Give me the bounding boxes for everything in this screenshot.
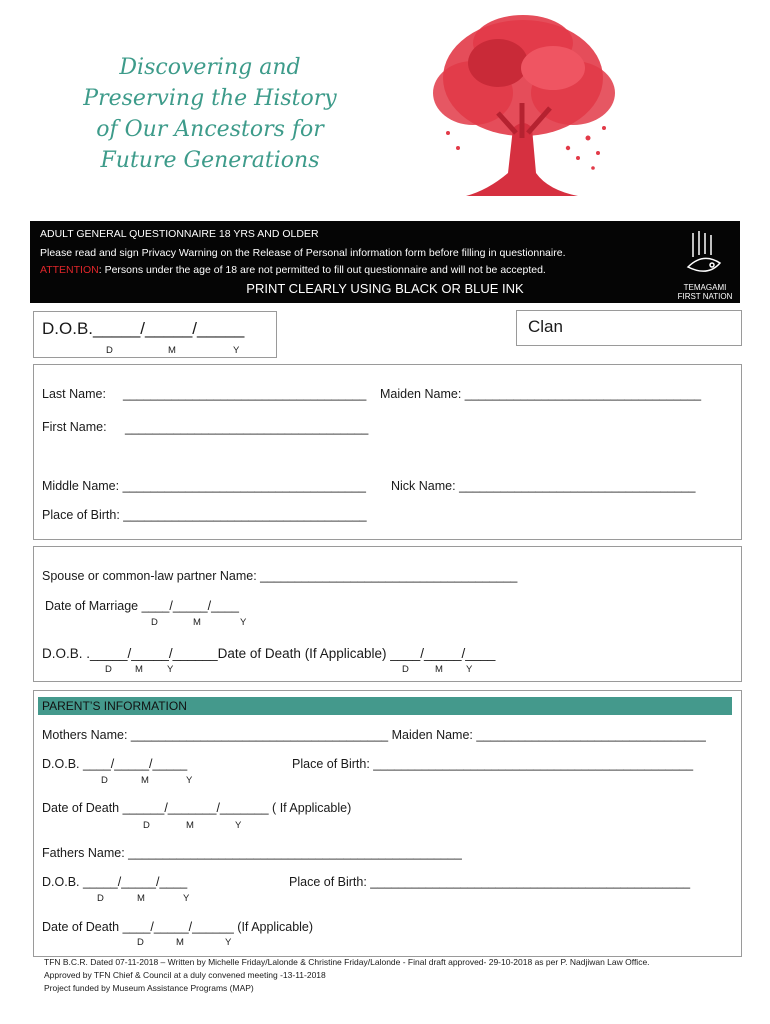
tagline [60, 52, 360, 176]
parents-heading: PARENT’S INFORMATION [38, 697, 732, 715]
footer-approval: Approved by TFN Chief & Council at a duly convened meeting -13-11-2018 [44, 970, 326, 980]
father-place-of-birth-field[interactable]: Place of Birth: ______________________________________________ [289, 875, 691, 889]
logo-text [670, 283, 740, 301]
mother-death-year-hint: Y [235, 820, 242, 831]
dom-year-hint: Y [240, 617, 247, 628]
attention-label: ATTENTION [40, 264, 99, 276]
father-dob-field[interactable]: D.O.B. _____/_____/____ [42, 875, 188, 889]
mother-dob-field[interactable]: D.O.B. ____/_____/_____ [42, 757, 188, 771]
father-dob-year-hint: Y [183, 893, 190, 904]
print-clearly-note: PRINT CLEARLY USING BLACK OR BLUE INK [246, 281, 524, 296]
dom-month-hint: M [193, 617, 201, 628]
first-name-label: First Name: [42, 420, 107, 434]
mother-dob-month-hint: M [141, 775, 149, 786]
footer-funding: Project funded by Museum Assistance Programs (MAP) [44, 983, 254, 993]
father-death-year-hint: Y [225, 937, 232, 948]
mothers-name-field[interactable]: Mothers Name: _____________________________________ Maiden Name: _________________________________ [42, 728, 706, 742]
father-dob-month-hint: M [137, 893, 145, 904]
partner-name-field[interactable]: Spouse or common-law partner Name: _____________________________________ [42, 569, 518, 583]
fathers-name-field[interactable]: Fathers Name: ________________________________________________ [42, 846, 462, 860]
place-of-birth-field[interactable]: Place of Birth: ___________________________________ [42, 508, 367, 522]
banner-privacy-note: Please read and sign Privacy Warning on the Release of Personal information form before filling in questionnaire. [40, 247, 566, 259]
tagline-line-4: Future Generations [100, 148, 320, 173]
spouse-dob-day-hint: D [105, 664, 112, 675]
dob-day-hint: D [106, 345, 113, 356]
temagami-logo-icon [678, 227, 728, 283]
mother-death-day-hint: D [143, 820, 150, 831]
logo-text-first-nation: FIRST NATION [677, 292, 733, 301]
mother-dob-year-hint: Y [186, 775, 193, 786]
dob-month-hint: M [168, 345, 176, 356]
spouse-dob-month-hint: M [135, 664, 143, 675]
footer-bcr: TFN B.C.R. Dated 07-11-2018 – Written by Michelle Friday/Lalonde & Christine Friday/Lalonde - Final draft approved- 29-10-2018 as per P. Nadjiwan Law Office. [44, 957, 650, 967]
dob-year-hint: Y [233, 345, 240, 356]
date-of-marriage-field[interactable]: Date of Marriage ____/_____/____ [45, 599, 239, 613]
tagline-line-1: Discovering and [119, 55, 301, 80]
banner-attention [40, 264, 546, 276]
dob-field[interactable]: D.O.B._____/_____/_____ [42, 319, 245, 338]
spouse-dod-month-hint: M [435, 664, 443, 675]
spouse-dod-day-hint: D [402, 664, 409, 675]
father-death-month-hint: M [176, 937, 184, 948]
maiden-name-field[interactable]: Maiden Name: __________________________________ [380, 387, 702, 401]
banner-title: ADULT GENERAL QUESTIONNAIRE 18 YRS AND OLDER [40, 228, 319, 240]
last-name-label: Last Name: [42, 387, 106, 401]
dom-day-hint: D [151, 617, 158, 628]
mother-place-of-birth-field[interactable]: Place of Birth: ______________________________________________ [292, 757, 694, 771]
first-name-field[interactable]: ___________________________________ [125, 421, 369, 435]
father-death-field[interactable]: Date of Death ____/_____/______ (If Applicable) [42, 920, 314, 934]
tagline-line-2: Preserving the History [83, 86, 337, 111]
tagline-line-3: of Our Ancestors for [96, 117, 324, 142]
instructions-banner [30, 221, 740, 303]
mother-dob-day-hint: D [101, 775, 108, 786]
father-death-day-hint: D [137, 937, 144, 948]
spouse-section [33, 546, 742, 682]
nick-name-field[interactable]: Nick Name: __________________________________ [391, 479, 696, 493]
spouse-dob-death-field[interactable]: D.O.B. ._____/_____/______Date of Death (If Applicable) ____/_____/____ [42, 646, 496, 661]
last-name-field[interactable]: ___________________________________ [123, 387, 367, 401]
mother-death-month-hint: M [186, 820, 194, 831]
spouse-dod-year-hint: Y [466, 664, 473, 675]
attention-text: : Persons under the age of 18 are not permitted to fill out questionnaire and will not be accepted. [98, 264, 546, 276]
middle-name-field[interactable]: Middle Name: ___________________________________ [42, 479, 366, 493]
logo-text-temagami: TEMAGAMI [683, 283, 727, 292]
spouse-dob-year-hint: Y [167, 664, 174, 675]
red-tree-icon [428, 8, 618, 208]
clan-label: Clan [528, 317, 563, 336]
father-dob-day-hint: D [97, 893, 104, 904]
mother-death-field[interactable]: Date of Death ______/_______/_______ ( If Applicable) [42, 801, 352, 815]
